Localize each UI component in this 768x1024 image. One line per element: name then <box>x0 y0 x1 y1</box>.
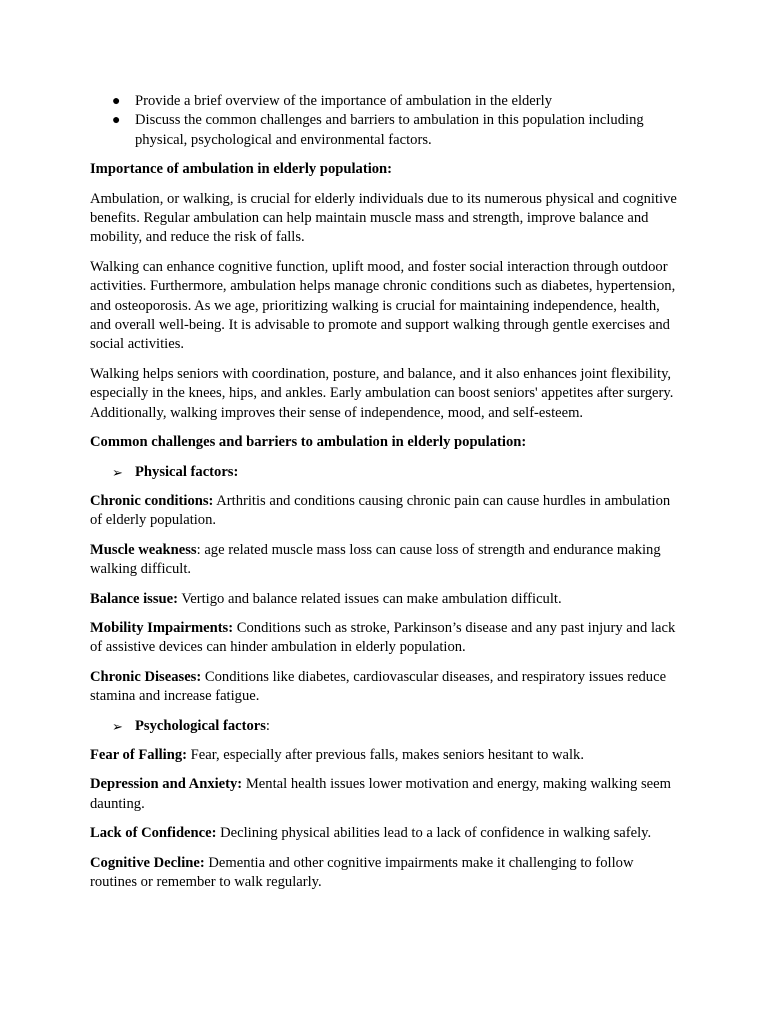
document-page <box>90 92 680 902</box>
factor-term: Cognitive Decline: <box>90 854 205 871</box>
factor-term: Lack of Confidence: <box>90 825 217 842</box>
factor-item <box>90 541 680 580</box>
factor-term: Balance issue: <box>90 590 178 607</box>
factor-item <box>90 854 680 893</box>
intro-bullet-list <box>90 92 680 150</box>
bullet-icon: ● <box>112 113 121 129</box>
section-heading-challenges: Common challenges and barriers to ambulation in elderly population: <box>90 434 527 451</box>
paragraph: Walking can enhance cognitive function, uplift mood, and foster social interaction through outdoor activities. Furthermore, ambulation helps manage chronic conditions such as diabetes, hypertension, and osteoporosis. As we age, prioritizing walking is crucial for maintaining independence, health, and overall well-being. It is advisable to promote and support walking through gentle exercises and social activities. <box>90 258 676 353</box>
subheading-physical-factors <box>90 463 680 482</box>
subheading-label: Physical factors: <box>135 463 239 480</box>
section-heading-importance: Importance of ambulation in elderly population: <box>90 161 393 178</box>
arrow-bullet-icon: ➢ <box>112 718 123 734</box>
factor-item <box>90 590 680 609</box>
factor-term: Chronic Diseases: <box>90 668 202 685</box>
list-item <box>90 92 680 111</box>
factor-text: Dementia and other cognitive impairments make it challenging to follow routines or remember to walk regularly. <box>90 854 634 890</box>
paragraph: Walking helps seniors with coordination, posture, and balance, and it also enhances joint flexibility, especially in the knees, hips, and ankles. Early ambulation can boost seniors' appetites after surgery. Additionally, walking improves their sense of independence, mood, and self-esteem. <box>90 365 674 421</box>
factor-term: Fear of Falling: <box>90 746 188 763</box>
factor-text: Arthritis and conditions causing chronic pain can cause hurdles in ambulation of elderly population. <box>90 492 671 529</box>
subheading-suffix: : <box>265 717 270 734</box>
arrow-bullet-icon: ➢ <box>112 464 123 480</box>
factor-term: Depression and Anxiety: <box>90 776 243 793</box>
factor-text: Fear, especially after previous falls, makes seniors hesitant to walk. <box>187 746 584 763</box>
factor-text: Conditions such as stroke, Parkinson’s disease and any past injury and lack of assistive devices can hinder ambulation in elderly population. <box>90 619 676 656</box>
factor-item <box>90 746 680 765</box>
subheading-label: Psychological factors <box>135 717 266 734</box>
factor-text: Mental health issues lower motivation and energy, making walking seem daunting. <box>90 776 671 812</box>
factor-term: Muscle weakness <box>90 541 197 558</box>
subheading-psychological-factors <box>90 717 680 736</box>
bullet-icon: ● <box>112 94 121 109</box>
factor-item <box>90 824 680 843</box>
factor-item <box>90 775 680 814</box>
factor-item <box>90 619 680 658</box>
factor-text: Declining physical abilities lead to a lack of confidence in walking safely. <box>216 825 652 842</box>
factor-text: Vertigo and balance related issues can make ambulation difficult. <box>177 590 562 607</box>
bullet-text: Discuss the common challenges and barriers to ambulation in this population including physical, psychological and environmental factors. <box>135 112 644 148</box>
factor-term: Chronic conditions: <box>90 492 214 509</box>
factor-term: Mobility Impairments: <box>90 619 234 636</box>
list-item <box>90 111 680 150</box>
factor-text: Conditions like diabetes, cardiovascular diseases, and respiratory issues reduce stamina and increase fatigue. <box>90 668 667 705</box>
factor-item <box>90 668 680 707</box>
paragraph: Ambulation, or walking, is crucial for elderly individuals due to its numerous physical and cognitive benefits. Regular ambulation can help maintain muscle mass and strength, improve balance and mobility, and reduce the risk of falls. <box>90 190 677 246</box>
factor-item <box>90 492 680 531</box>
bullet-text: Provide a brief overview of the importance of ambulation in the elderly <box>135 93 552 109</box>
factor-text: : age related muscle mass loss can cause loss of strength and endurance making walking difficult. <box>90 541 661 578</box>
